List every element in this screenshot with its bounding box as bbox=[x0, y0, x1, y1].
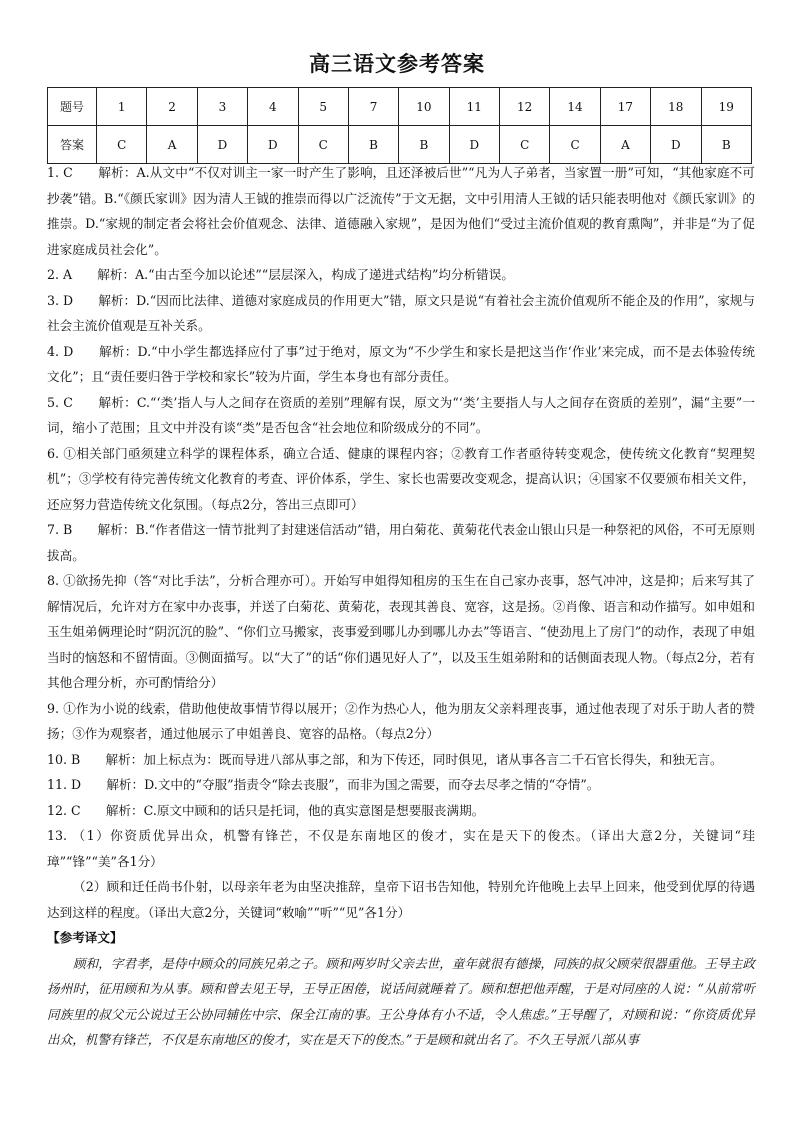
question-number-cell: 14 bbox=[550, 88, 600, 126]
explanation-paragraph: 3. D 解析：D.“因而比法律、道德对家庭成员的作用更大”错，原文只是说“有着社会主流价值观所不能企及的作用”，家规与社会主流价值观是互补关系。 bbox=[47, 292, 755, 333]
question-number-cell: 1 bbox=[97, 88, 147, 126]
question-number-cell: 4 bbox=[248, 88, 298, 126]
explanation-paragraph: 12. C 解析：C.原文中顾和的话只是托词，他的真实意图是想要服丧满期。 bbox=[47, 802, 485, 818]
answer-cell: B bbox=[701, 126, 752, 164]
page-title: 高三语文参考答案 bbox=[309, 51, 485, 76]
answer-cell: D bbox=[651, 126, 701, 164]
explanation-paragraph: 7. B 解析：B.“作者借这一情节批判了封建迷信活动”错，用白菊花、黄菊花代表金山银山只是一种祭祀的风俗，不可无原则拔高。 bbox=[47, 522, 755, 563]
explanation-paragraph-indented: （2）顾和迁任尚书仆射，以母亲年老为由坚决推辞，皇帝下诏书告知他，特别允许他晚上去早上回来，他受到优厚的待遇达到这样的程度。（译出大意2分，关键词“敕喻”“听”“见”各1分） bbox=[47, 879, 755, 920]
question-number-cell: 7 bbox=[348, 88, 398, 126]
explanation-paragraph: 9. ①作为小说的线索，借助他使故事情节得以展开；②作为热心人，他为朋友父亲料理丧事，通过他表现了对乐于助人者的赞扬；③作为观察者，通过他展示了申姐善良、宽容的品格。（每点2分） bbox=[47, 700, 755, 741]
answer-row bbox=[48, 126, 752, 164]
reference-translation: 顾和，字君孝，是侍中顾众的同族兄弟之子。顾和两岁时父亲去世，童年就很有德操，同族的叔父顾荣很器重他。王导主政扬州时，征用顾和为从事。顾和曾去见王导，王导正困倦，说话间就睡着了。顾和想把他弄醒，于是对同座的人说：“从前常听同族里的叔父元公说过王公协同辅佐中宗、保全江南的事。王公身体有小不适，令人焦虑。”王导醒了，对顾和说：“你资质优异出众，机警有锋芒，不仅是东南地区的俊才，实在是天下的俊杰。”于是顾和就出名了。不久王导派八部从事 bbox=[47, 955, 755, 1047]
row-header: 题号 bbox=[48, 88, 97, 126]
question-number-cell: 17 bbox=[600, 88, 650, 126]
explanation-paragraph: 8. ①欲扬先抑（答“对比手法”，分析合理亦可）。开始写申姐得知租房的玉生在自己家办丧事，怒气冲冲，这是抑；后来写其了解情况后，允许对方在家中办丧事，并送了白菊花、黄菊花，表现其善良、宽容，这是扬。②肖像、语言和动作描写。如申姐和玉生姐弟俩理论时“阴沉沉的脸”、“你们立马搬家，丧事爱到哪儿办到哪儿办去”等语言、“使劲甩上了房门”的动作，表现了申姐当时的恼怒和不留情面。③侧面描写。以“大了”的话“你们遇见好人了”，以及玉生姐弟附和的话侧面表现人物。（每点2分，若有其他合理分析，亦可酌情给分） bbox=[47, 573, 755, 690]
question-number-cell: 18 bbox=[651, 88, 701, 126]
explanation-paragraph: 6. ①相关部门亟须建立科学的课程体系，确立合适、健康的课程内容；②教育工作者亟待转变观念，使传统文化教育“契理契机”；③学校有待完善传统文化教育的考查、评价体系，学生、家长也需要改变观念，提高认识；④国家不仅要颁布相关文件，还应努力营造传统文化氛围。（每点2分，答出三点即可） bbox=[47, 445, 755, 512]
question-number-cell: 12 bbox=[500, 88, 550, 126]
answer-cell: A bbox=[600, 126, 650, 164]
answer-cell: D bbox=[197, 126, 247, 164]
explanation-paragraph: 13. （1）你资质优异出众，机警有锋芒，不仅是东南地区的俊才，实在是天下的俊杰。（译出大意2分，关键词“珪璋”“锋”“美”各1分） bbox=[47, 828, 755, 869]
explanation-paragraph: 11. D 解析：D.文中的“夺服”指责令“除去丧服”，而非为国之需要，而夺去尽孝之情的“夺情”。 bbox=[47, 777, 600, 792]
explanation-paragraph: 5. C 解析：C.“‘类’指人与人之间存在资质的差别”理解有误，原文为“‘类’主要指人与人之间存在资质的差别”，漏“主要”一词，缩小了范围；且文中并没有谈“类”是否包含“社会地位和阶级成分的不同”。 bbox=[47, 394, 755, 435]
answer-table bbox=[47, 87, 752, 164]
explanation-paragraph: 1. C 解析：A.从文中“不仅对训主一家一时产生了影响，且还泽被后世”“凡为人子弟者，当家置一册”可知，“其他家庭不可抄袭”错。B.“《颜氏家训》因为清人王钺的推崇而得以广泛流传”于文无据，文中引用清人王钺的话只能表明他对《颜氏家训》的推崇。D.“家规的制定者会将社会价值观念、法律、道德融入家规”，是因为他们“受过主流价值观的教育熏陶”，并非是“为了促进家庭成员社会化”。 bbox=[47, 165, 755, 257]
answer-cell: C bbox=[97, 126, 147, 164]
answer-cell: C bbox=[298, 126, 348, 164]
question-number-cell: 19 bbox=[701, 88, 752, 126]
reference-heading: 【参考译文】 bbox=[47, 930, 123, 945]
answer-cell: C bbox=[500, 126, 550, 164]
explanation-paragraph: 10. B 解析：加上标点为：既而导进八部从事之部，和为下传还，同时俱见，诸从事各言二千石官长得失，和独无言。 bbox=[47, 751, 723, 767]
row-header: 答案 bbox=[48, 126, 97, 164]
answer-explanations bbox=[47, 160, 755, 1053]
answer-cell: D bbox=[248, 126, 298, 164]
answer-cell: B bbox=[399, 126, 449, 164]
explanation-paragraph: 4. D 解析：D.“中小学生都选择应付了事”过于绝对，原文为“不少学生和家长是把这当作‘作业’来完成，而不是去体验传统文化”；且“责任要归咎于学校和家长”较为片面，学生本身也有部分责任。 bbox=[47, 343, 755, 384]
answer-cell: C bbox=[550, 126, 600, 164]
question-number-cell: 10 bbox=[399, 88, 449, 126]
question-number-cell: 11 bbox=[449, 88, 499, 126]
question-number-cell: 2 bbox=[147, 88, 197, 126]
answer-cell: D bbox=[449, 126, 499, 164]
answer-cell: A bbox=[147, 126, 197, 164]
answer-cell: B bbox=[348, 126, 398, 164]
question-number-cell: 3 bbox=[197, 88, 247, 126]
question-number-row bbox=[48, 88, 752, 126]
explanation-paragraph: 2. A 解析：A.“由古至今加以论述”“层层深入，构成了递进式结构”均分析错误。 bbox=[47, 267, 514, 282]
question-number-cell: 5 bbox=[298, 88, 348, 126]
